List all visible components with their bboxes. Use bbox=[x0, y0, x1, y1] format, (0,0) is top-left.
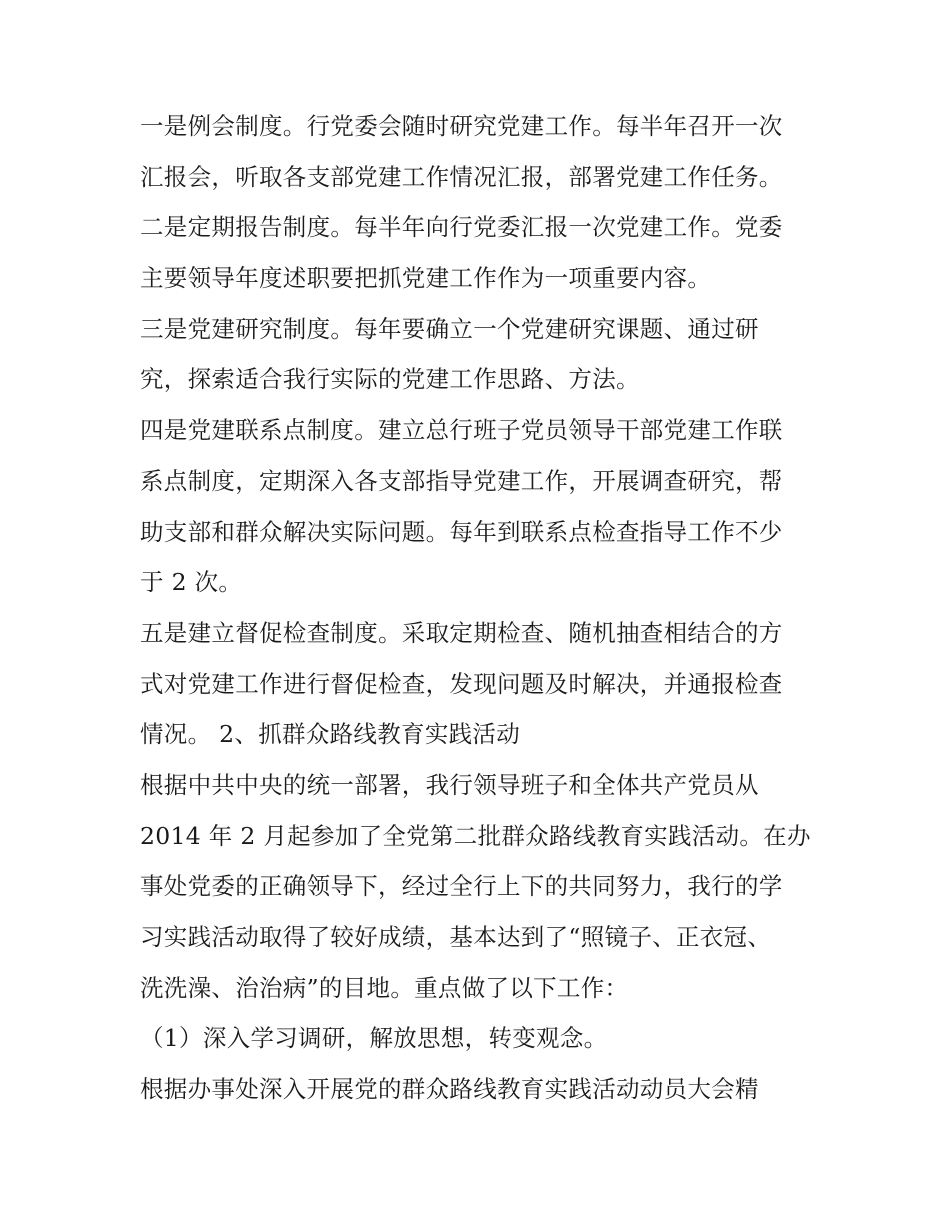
text-line: 三是党建研究制度。每年要确立一个党建研究课题、通过研 bbox=[140, 314, 759, 343]
text-line: 根据中共中央的统一部署，我行领导班子和全体共产党员从 bbox=[140, 770, 759, 799]
text-line: 根据办事处深入开展党的群众路线教育实践活动动员大会精 bbox=[140, 1075, 759, 1104]
text-line: 2014 年 2 月起参加了全党第二批群众路线教育实践活动。在办 bbox=[140, 821, 811, 850]
text-line: 习实践活动取得了较好成绩，基本达到了“照镜子、正衣冠、 bbox=[140, 923, 772, 951]
text-line: 助支部和群众解决实际问题。每年到联系点检查指导工作不少 bbox=[140, 517, 783, 546]
text-line: 究，探索适合我行实际的党建工作思路、方法。 bbox=[140, 365, 640, 394]
text-line: 事处党委的正确领导下，经过全行上下的共同努力，我行的学 bbox=[140, 872, 783, 901]
subheading-line: （1）深入学习调研，解放思想，转变观念。 bbox=[140, 1024, 608, 1053]
text-line: 一是例会制度。行党委会随时研究党建工作。每半年召开一次 bbox=[140, 112, 783, 140]
text-line: 二是定期报告制度。每半年向行党委汇报一次党建工作。党委 bbox=[140, 213, 783, 242]
document-body bbox=[140, 101, 820, 1115]
text-line: 式对党建工作进行督促检查，发现问题及时解决，并通报检查 bbox=[140, 669, 783, 698]
text-line: 五是建立督促检查制度。采取定期检查、随机抽查相结合的方 bbox=[140, 618, 783, 647]
text-line: 主要领导年度述职要把抓党建工作作为一项重要内容。 bbox=[140, 264, 712, 293]
text-line: 四是党建联系点制度。建立总行班子党员领导干部党建工作联 bbox=[140, 416, 783, 445]
section-heading-line: 情况。 2、抓群众路线教育实践活动 bbox=[140, 720, 521, 749]
text-line: 系点制度，定期深入各支部指导党建工作，开展调查研究，帮 bbox=[140, 466, 783, 495]
text-line: 汇报会，听取各支部党建工作情况汇报，部署党建工作任务。 bbox=[140, 162, 783, 191]
text-line: 洗洗澡、治治病”的目地。重点做了以下工作： bbox=[140, 973, 629, 1002]
text-line: 于 2 次。 bbox=[140, 568, 243, 597]
